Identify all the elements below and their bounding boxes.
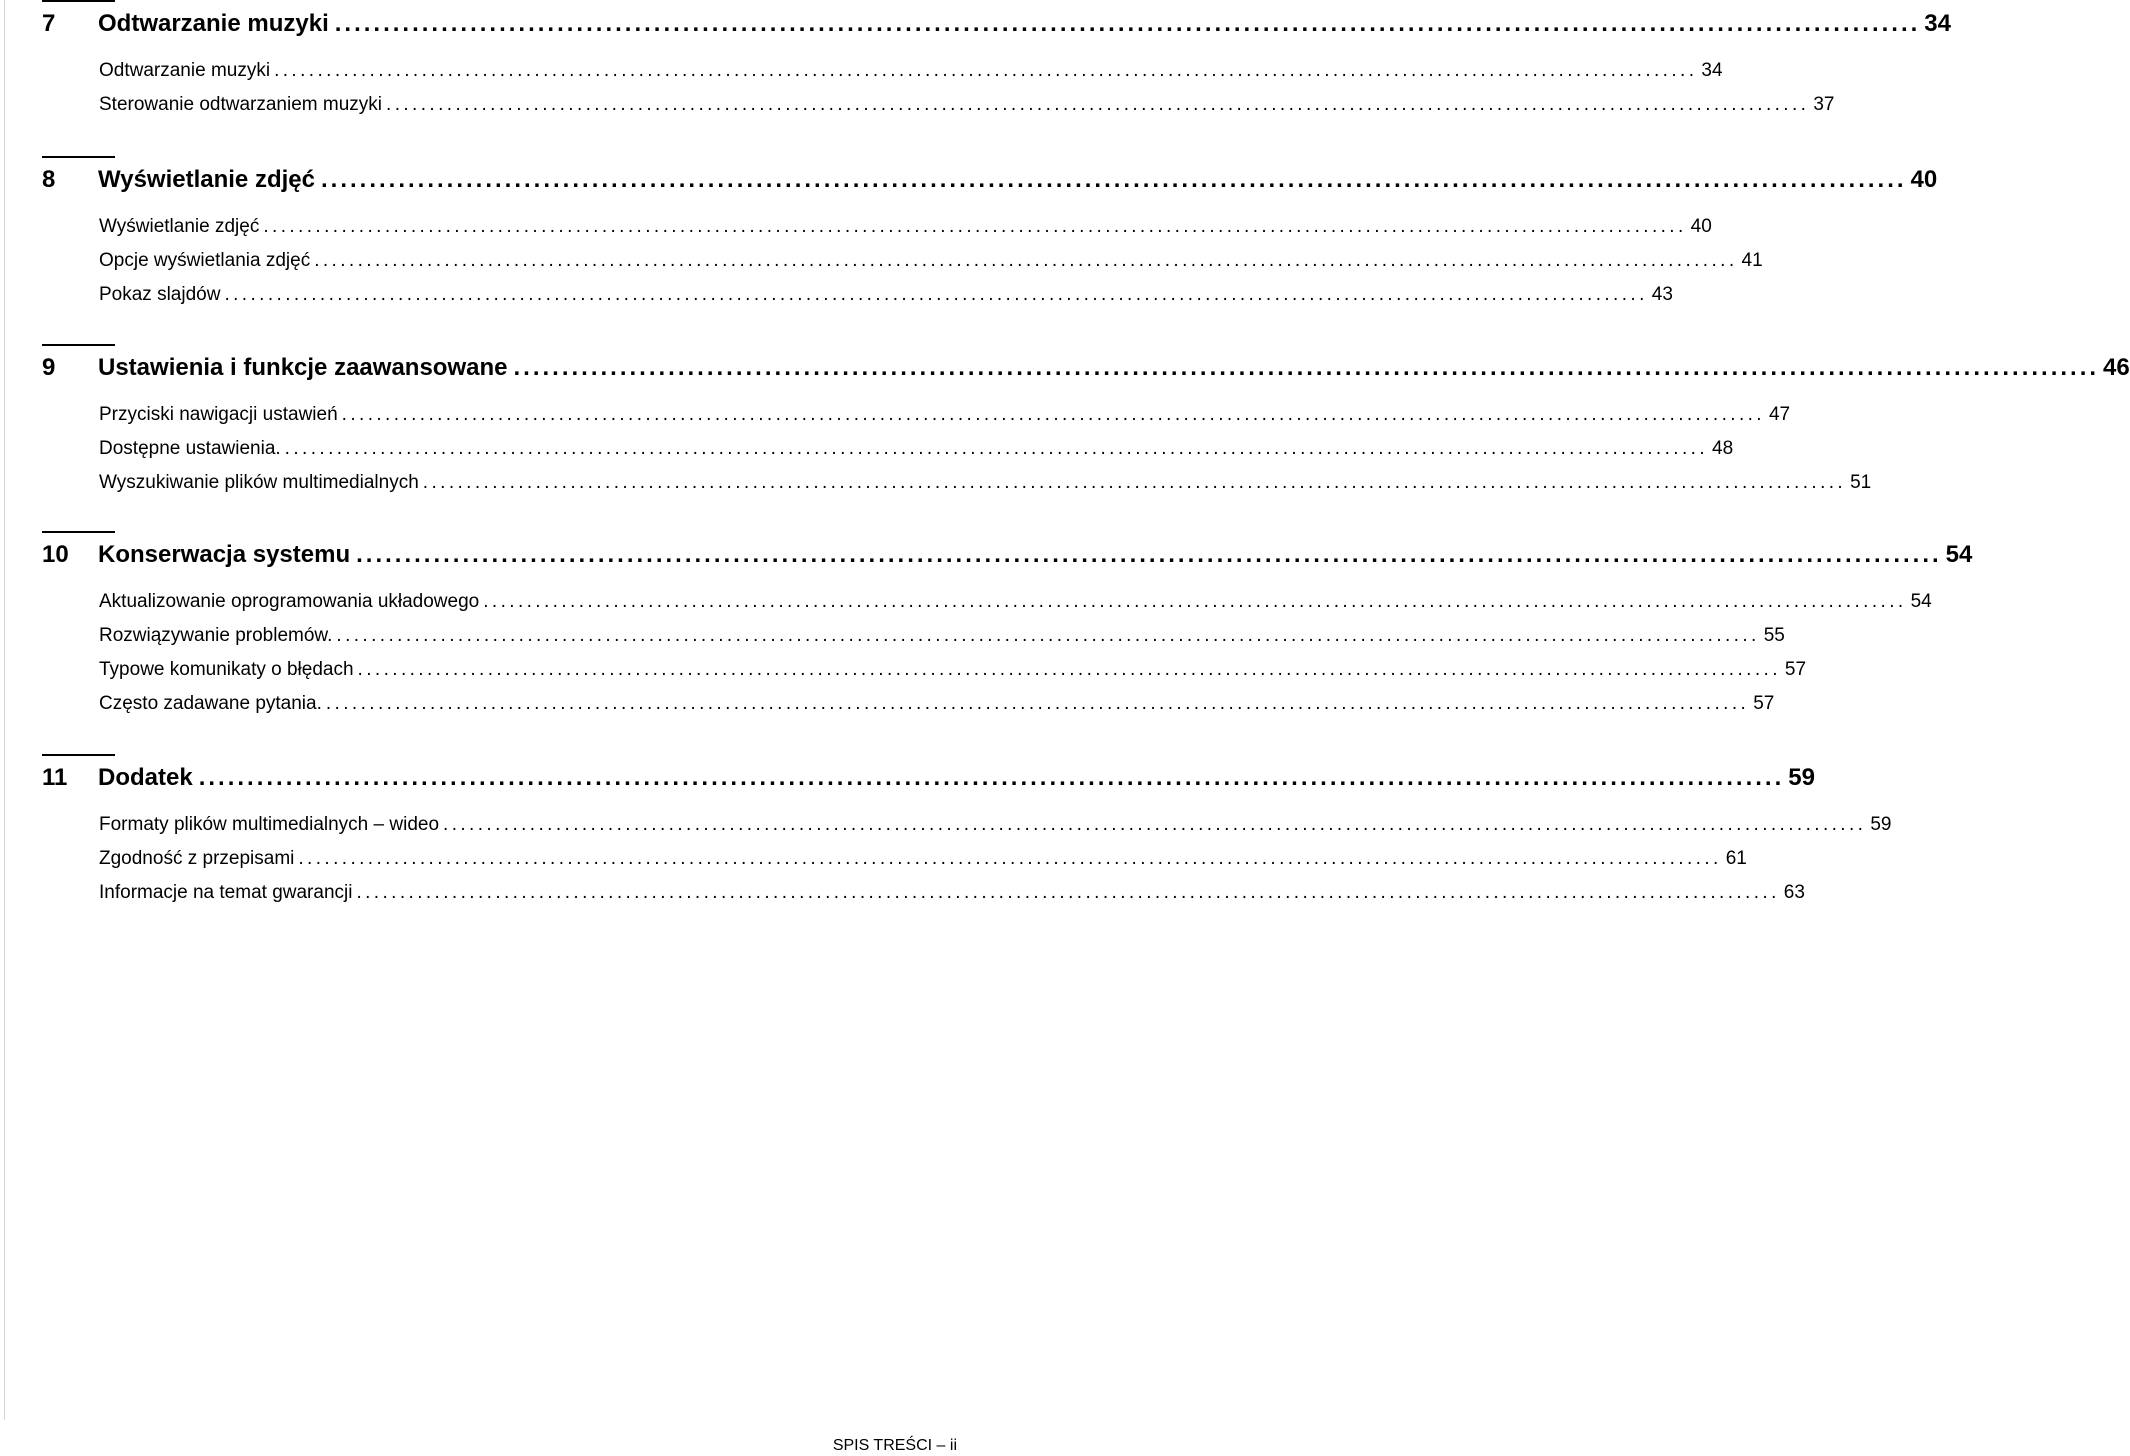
section-page-number: 34 bbox=[1701, 60, 1723, 81]
section-page-number: 57 bbox=[1784, 659, 1807, 680]
section-page-number: 63 bbox=[1783, 882, 1805, 903]
chapter-rule bbox=[42, 0, 115, 2]
chapter-heading-link[interactable] bbox=[42, 762, 1815, 794]
chapter-title: Wyświetlanie zdjęć bbox=[98, 166, 315, 193]
dot-leader: .................................................................................................................................................................... bbox=[298, 848, 1722, 869]
section-title: Opcje wyświetlania zdjęć bbox=[99, 250, 311, 271]
chapter-number: 7 bbox=[42, 10, 56, 37]
section-title: Zgodność z przepisami bbox=[99, 848, 295, 869]
section-title: Często zadawane pytania. bbox=[99, 693, 322, 714]
dot-leader: .................................................................................................................................................................... bbox=[443, 814, 1867, 835]
toc-section-link[interactable] bbox=[99, 402, 1791, 428]
toc-section-link[interactable] bbox=[99, 589, 1932, 615]
section-page-number: 55 bbox=[1763, 625, 1785, 646]
chapter-number: 9 bbox=[42, 354, 56, 381]
section-title: Rozwiązywanie problemów. bbox=[99, 625, 333, 646]
section-title: Formaty plików multimedialnych – wideo bbox=[99, 814, 440, 835]
dot-leader: .................................................................................................................................................................... bbox=[325, 693, 1750, 714]
chapter-title: Dodatek bbox=[98, 764, 193, 791]
section-page-number: 41 bbox=[1741, 250, 1763, 271]
section-page-number: 43 bbox=[1651, 284, 1673, 305]
section-title: Pokaz slajdów bbox=[99, 284, 221, 305]
chapter-page-number: 34 bbox=[1924, 10, 1951, 37]
chapter-rule bbox=[42, 754, 115, 756]
chapter-heading-link[interactable] bbox=[42, 164, 1938, 196]
section-page-number: 40 bbox=[1690, 216, 1712, 237]
section-title: Sterowanie odtwarzaniem muzyki bbox=[99, 94, 383, 115]
chapter-page-number: 40 bbox=[1910, 166, 1938, 193]
chapter-page-number: 46 bbox=[2103, 354, 2130, 381]
dot-leader: .................................................................................................................................................................... bbox=[341, 404, 1765, 425]
dot-leader: .................................................................................................................................................................... bbox=[356, 882, 1780, 903]
dot-leader: .................................................................................................................................................................... bbox=[483, 591, 1907, 612]
chapter-title: Odtwarzanie muzyki bbox=[98, 10, 329, 37]
section-title: Typowe komunikaty o błędach bbox=[99, 659, 354, 680]
dot-leader: .................................................................................................................................................................... bbox=[198, 764, 1785, 791]
chapter-page-number: 54 bbox=[1945, 541, 1973, 568]
chapter-number: 8 bbox=[42, 166, 56, 193]
toc-section-link[interactable] bbox=[99, 470, 1872, 496]
toc-section-link[interactable] bbox=[99, 214, 1712, 240]
section-title: Odtwarzanie muzyki bbox=[99, 60, 271, 81]
chapter-rule bbox=[42, 344, 115, 346]
dot-leader: .................................................................................................................................................................... bbox=[263, 216, 1687, 237]
toc-section-link[interactable] bbox=[99, 623, 1785, 649]
section-page-number: 61 bbox=[1725, 848, 1747, 869]
section-page-number: 47 bbox=[1768, 404, 1791, 425]
dot-leader: .................................................................................................................................................................... bbox=[513, 354, 2100, 381]
chapter-rule bbox=[42, 156, 115, 158]
dot-leader: .................................................................................................................................................................... bbox=[320, 166, 1907, 193]
toc-section-link[interactable] bbox=[99, 812, 1892, 838]
section-page-number: 51 bbox=[1850, 472, 1872, 493]
page-footer: SPIS TREŚCI – ii bbox=[832, 1437, 957, 1454]
toc-section-link[interactable] bbox=[99, 846, 1747, 872]
toc-section-link[interactable] bbox=[99, 248, 1763, 274]
dot-leader: .................................................................................................................................................................... bbox=[284, 438, 1708, 459]
toc-section-link[interactable] bbox=[99, 282, 1673, 308]
chapter-heading-link[interactable] bbox=[42, 352, 2130, 384]
toc-section-link[interactable] bbox=[99, 691, 1775, 717]
chapter-rule bbox=[42, 531, 115, 533]
toc-section-link[interactable] bbox=[99, 657, 1807, 683]
chapter-title: Ustawienia i funkcje zaawansowane bbox=[98, 354, 508, 381]
dot-leader: .................................................................................................................................................................... bbox=[274, 60, 1698, 81]
chapter-heading-link[interactable] bbox=[42, 8, 1951, 40]
section-title: Dostępne ustawienia. bbox=[99, 438, 281, 459]
chapter-heading-link[interactable] bbox=[42, 539, 1973, 571]
dot-leader: .................................................................................................................................................................... bbox=[386, 94, 1810, 115]
section-title: Wyświetlanie zdjęć bbox=[99, 216, 260, 237]
dot-leader: .................................................................................................................................................................... bbox=[336, 625, 1760, 646]
chapter-title: Konserwacja systemu bbox=[98, 541, 351, 568]
toc-section-link[interactable] bbox=[99, 92, 1835, 118]
chapter-number: 11 bbox=[42, 764, 68, 791]
toc-section-link[interactable] bbox=[99, 436, 1734, 462]
chapter-number: 10 bbox=[42, 541, 69, 568]
toc-section-link[interactable] bbox=[99, 880, 1805, 906]
dot-leader: .................................................................................................................................................................... bbox=[422, 472, 1847, 493]
dot-leader: .................................................................................................................................................................... bbox=[314, 250, 1738, 271]
section-title: Aktualizowanie oprogramowania układowego bbox=[99, 591, 480, 612]
dot-leader: .................................................................................................................................................................... bbox=[334, 10, 1921, 37]
dot-leader: .................................................................................................................................................................... bbox=[357, 659, 1781, 680]
chapter-page-number: 59 bbox=[1788, 764, 1815, 791]
section-page-number: 48 bbox=[1712, 438, 1734, 459]
section-page-number: 59 bbox=[1870, 814, 1892, 835]
toc-section-link[interactable] bbox=[99, 58, 1723, 84]
dot-leader: .................................................................................................................................................................... bbox=[356, 541, 1942, 568]
section-title: Informacje na temat gwarancji bbox=[99, 882, 353, 903]
section-title: Wyszukiwanie plików multimedialnych bbox=[99, 472, 419, 493]
dot-leader: .................................................................................................................................................................... bbox=[224, 284, 1648, 305]
section-title: Przyciski nawigacji ustawień bbox=[99, 404, 338, 425]
section-page-number: 54 bbox=[1910, 591, 1932, 612]
page-left-rule bbox=[4, 0, 5, 1420]
section-page-number: 37 bbox=[1813, 94, 1835, 115]
section-page-number: 57 bbox=[1753, 693, 1775, 714]
